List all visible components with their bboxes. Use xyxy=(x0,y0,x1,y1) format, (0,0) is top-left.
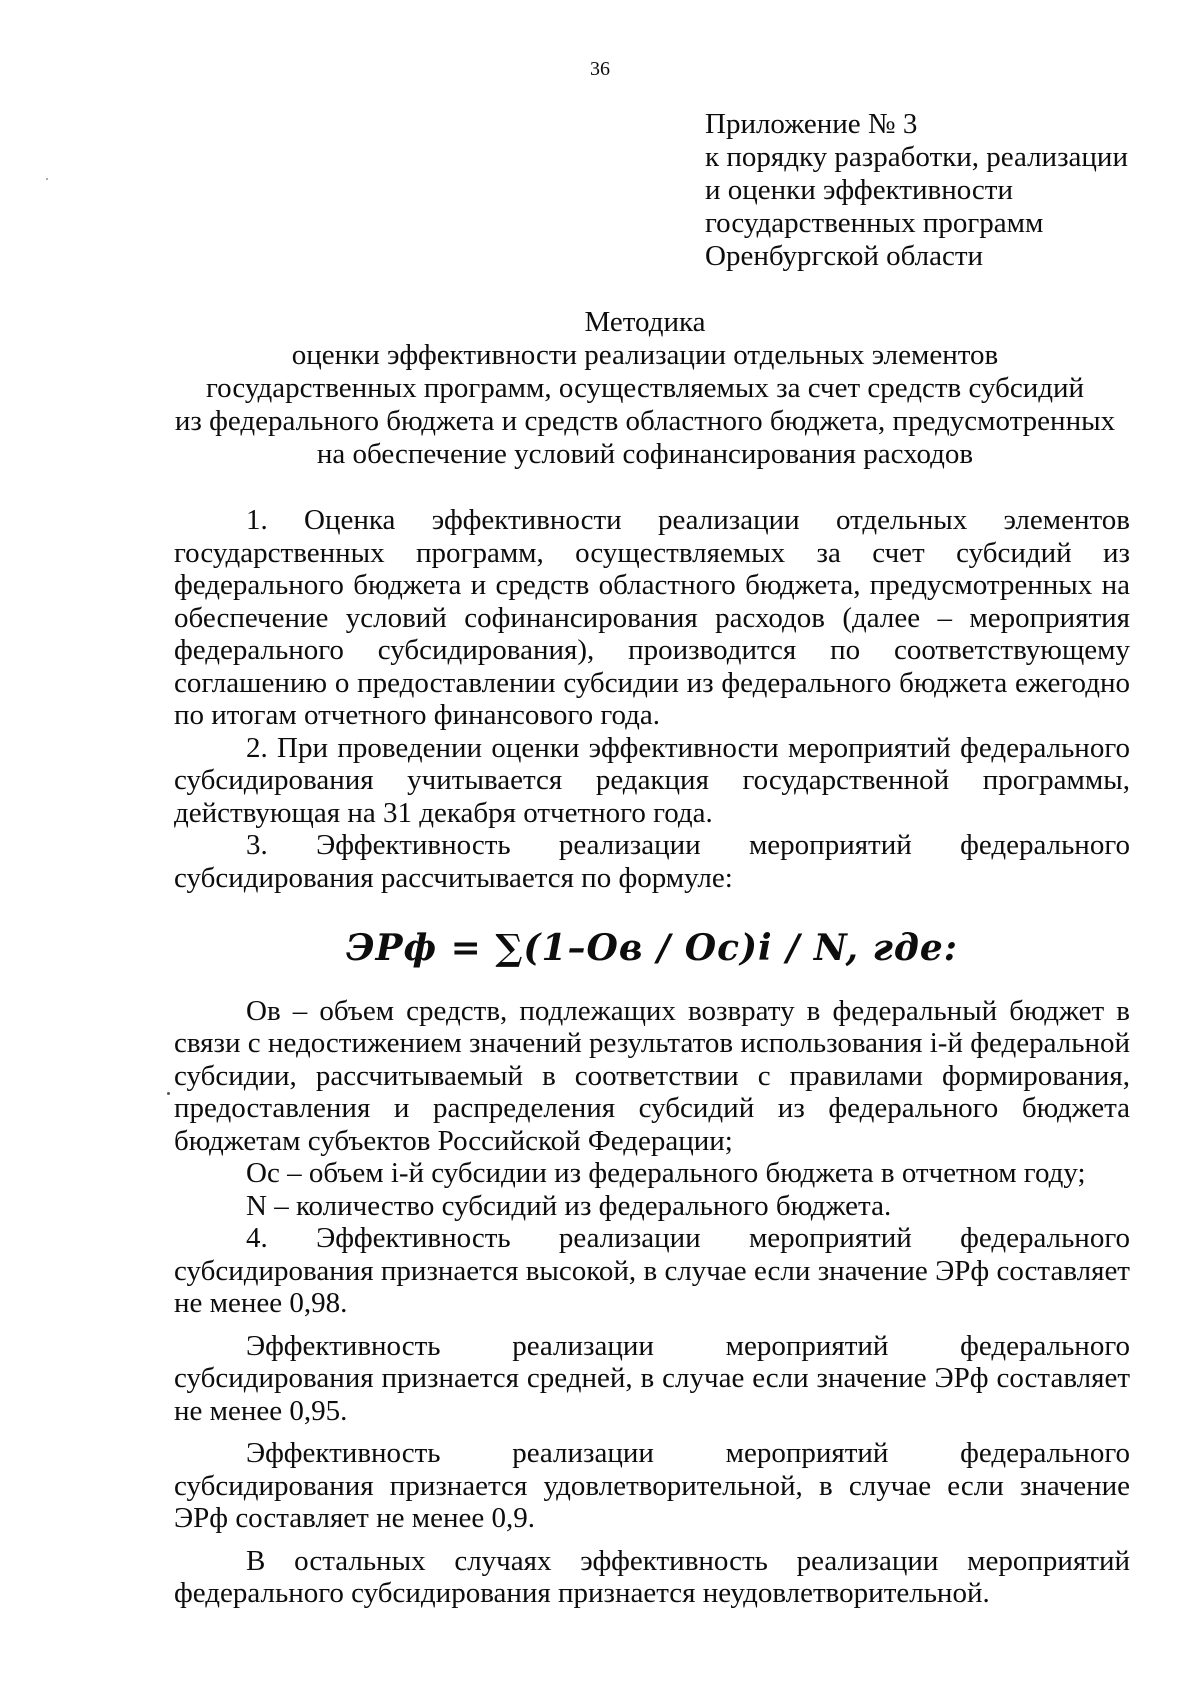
scan-speck xyxy=(167,1092,170,1095)
appendix-line: к порядку разработки, реализации xyxy=(705,141,1128,173)
paragraph-n-definition: N – количество субсидий из федерального бюджета. xyxy=(246,1189,892,1222)
paragraph-3: 3. Эффективность реализации мероприятий федерального субсидирования рассчитывается по формуле: xyxy=(174,829,1130,894)
appendix-header xyxy=(705,108,1175,273)
appendix-line: и оценки эффективности xyxy=(705,174,1013,206)
paragraph-ov-definition: Oв – объем средств, подлежащих возврату в федеральный бюджет в связи с недостижением значений результатов использования i-й федеральной субсидии, рассчитываемый в соответствии с правилами формирования, предоставления и распределения субсидий из федерального бюджета бюджетам субъектов Российской Федерации; xyxy=(174,994,1130,1157)
page-number: 36 xyxy=(590,58,610,80)
title-heading: Методика xyxy=(584,306,706,338)
appendix-line: государственных программ xyxy=(705,207,1044,239)
paragraph-unsatisfactory: В остальных случаях эффективность реализации мероприятий федерального субсидирования признается неудовлетворительной. xyxy=(174,1544,1130,1609)
paragraph-2: 2. При проведении оценки эффективности мероприятий федерального субсидирования учитывается редакция государственной программы, действующая на 31 декабря отчетного года. xyxy=(174,731,1130,829)
paragraph-satisfactory: Эффективность реализации мероприятий федерального субсидирования признается удовлетворительной, в случае если значение ЭРф составляет не менее 0,9. xyxy=(174,1437,1130,1534)
paragraph-oc-definition: Oс – объем i-й субсидии из федерального бюджета в отчетном году; xyxy=(246,1157,1086,1189)
title-line: оценки эффективности реализации отдельных элементов xyxy=(291,339,999,371)
efficiency-formula: ЭPф = ∑(1–Oв / Oс)i / N, где: xyxy=(345,927,959,969)
title-line: из федерального бюджета и средств областного бюджета, предусмотренных xyxy=(174,405,1116,437)
paragraph-medium: Эффективность реализации мероприятий федерального субсидирования признается средней, в случае если значение ЭРф составляет не менее 0,95. xyxy=(174,1329,1130,1427)
paragraph-1: 1. Оценка эффективности реализации отдельных элементов государственных программ, осуществляемых за счет субсидий из федерального бюджета и средств областного бюджета, предусмотренных на обеспечение условий софинансирования расходов (далее – мероприятия федерального субсидирования), производится по соответствующему соглашению о предоставлении субсидии из федерального бюджета ежегодно по итогам отчетного финансового года. xyxy=(174,504,1130,731)
title-line: государственных программ, осуществляемых за счет средств субсидий xyxy=(205,372,1085,404)
appendix-line: Оренбургской области xyxy=(705,240,984,272)
document-title xyxy=(160,306,1130,471)
document-body xyxy=(174,504,1130,1610)
appendix-line: Приложение № 3 xyxy=(705,108,918,140)
paragraph-4: 4. Эффективность реализации мероприятий федерального субсидирования признается высокой, в случае если значение ЭРф составляет не менее 0,98. xyxy=(174,1222,1130,1319)
title-line: на обеспечение условий софинансирования расходов xyxy=(316,438,974,470)
scan-speck xyxy=(46,178,48,180)
